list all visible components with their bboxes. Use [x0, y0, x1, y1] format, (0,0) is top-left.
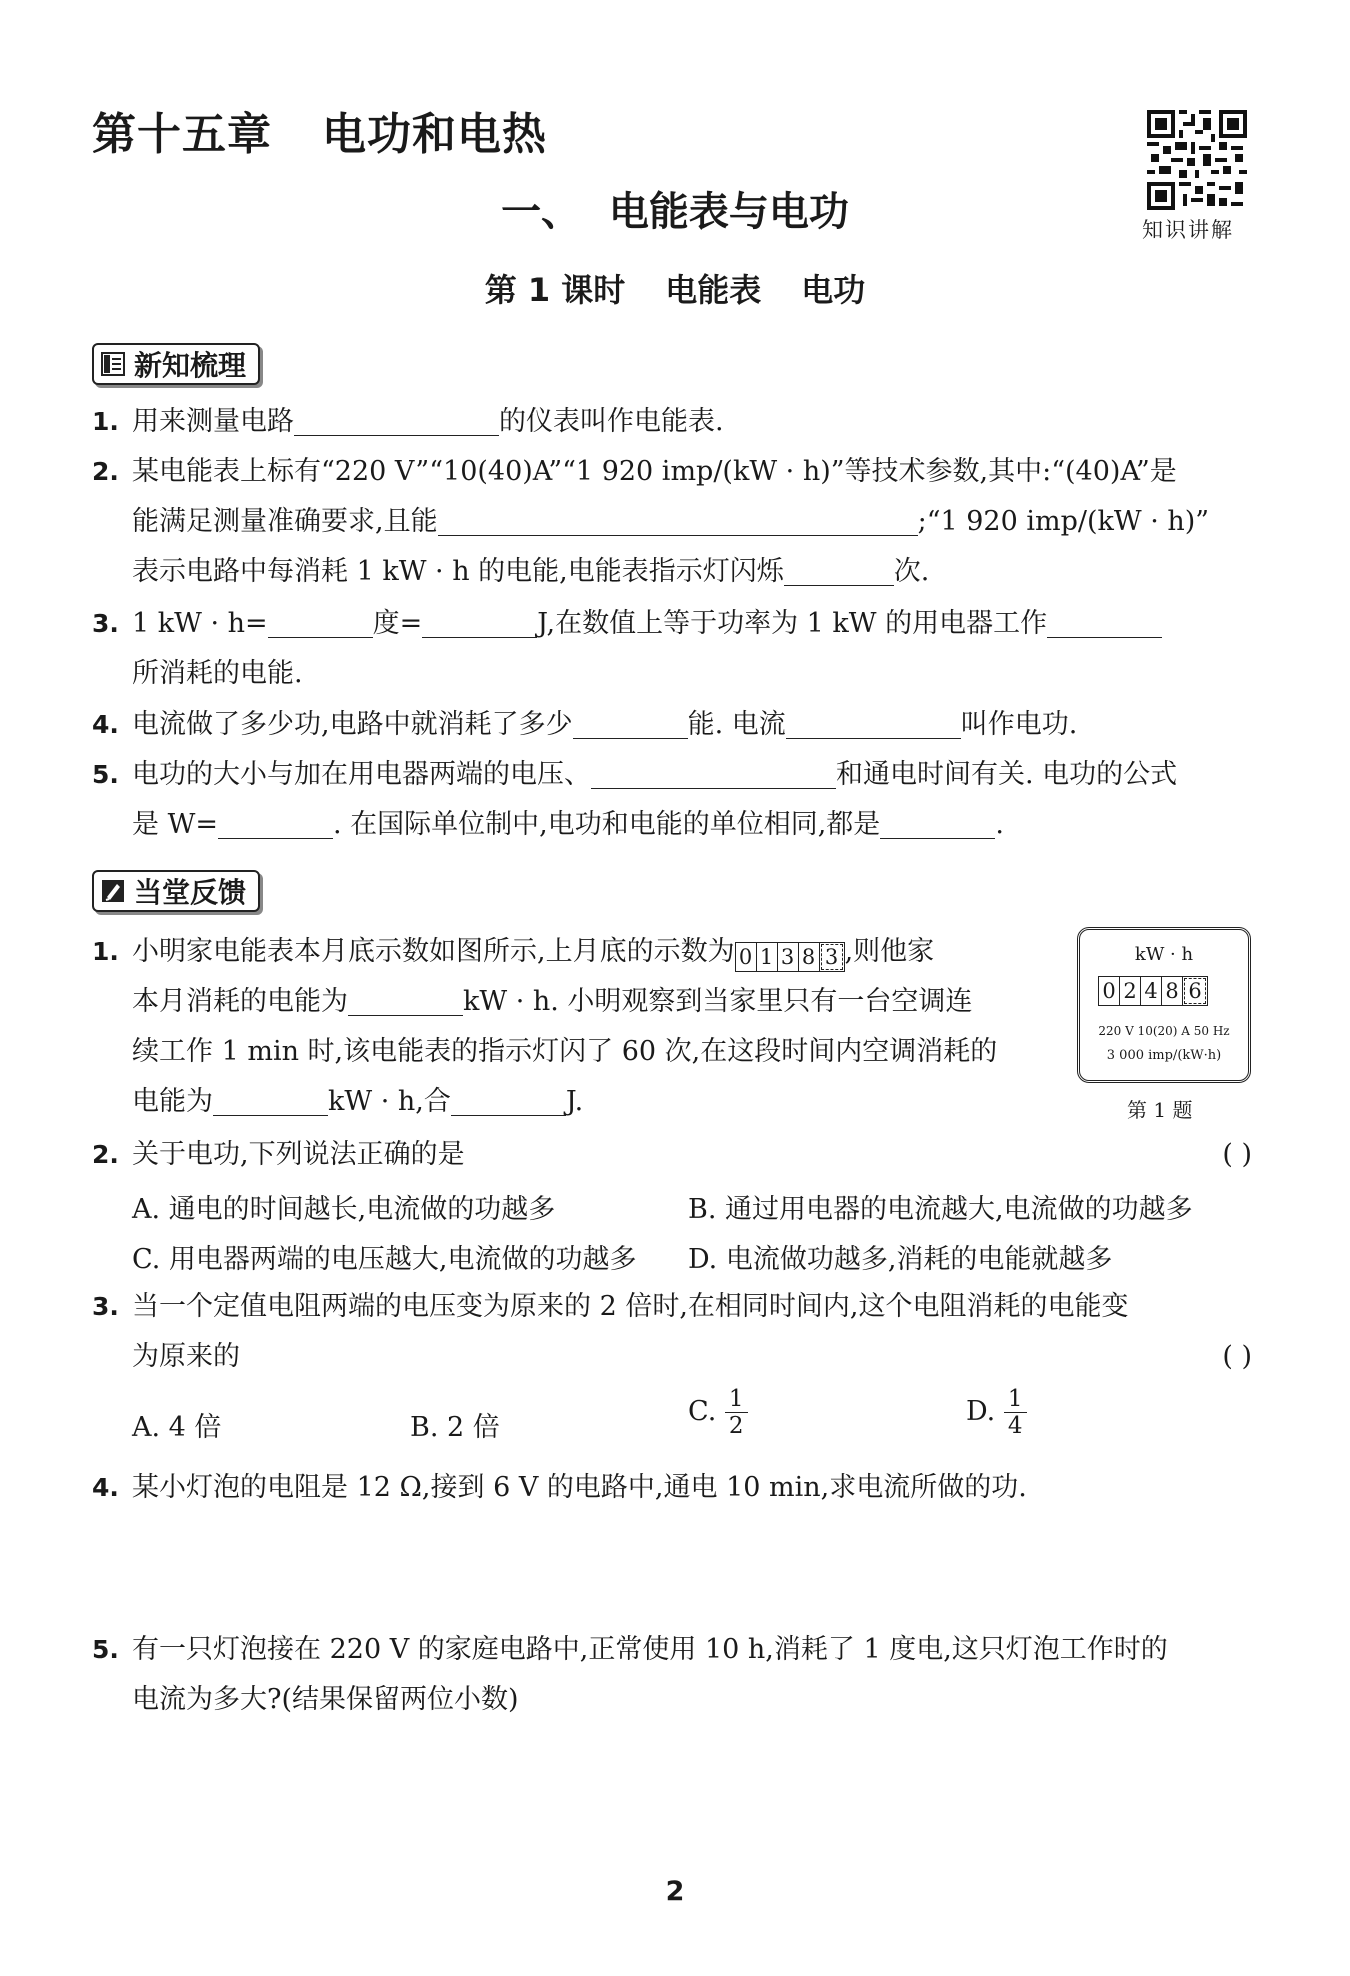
question-stem: 当一个定值电阻两端的电压变为原来的 2 倍时,在相同时间内,这个电阻消耗的电能变 [132, 1291, 1129, 1322]
option-b[interactable]: B. 2 倍 [410, 1412, 500, 1443]
item-number: 3. [92, 609, 119, 638]
feedback-question-5 [92, 1625, 1252, 1725]
text: . [995, 809, 1004, 840]
electric-meter-figure [1077, 927, 1251, 1083]
answer-blank[interactable] [218, 806, 333, 839]
figure-caption: 第 1 题 [1127, 1098, 1193, 1122]
section-tag-class-feedback [92, 870, 260, 912]
question-number: 2. [92, 1140, 119, 1169]
fraction [1004, 1386, 1027, 1439]
answer-blank[interactable] [1047, 605, 1162, 638]
chapter-name: 电功和电热 [322, 109, 547, 160]
digit: 2 [1120, 977, 1141, 1005]
digit: 3 [778, 943, 799, 971]
section-name: 电能表与电功 [608, 189, 849, 235]
knowledge-item-5 [92, 750, 1252, 850]
question-stem: 某小灯泡的电阻是 12 Ω,接到 6 V 的电路中,通电 10 min,求电流所做的功. [132, 1472, 1027, 1503]
item-number: 4. [92, 710, 119, 739]
page-number: 2 [665, 1876, 685, 1907]
option-d[interactable] [966, 1386, 1027, 1439]
question-number: 3. [92, 1292, 119, 1321]
option-letter: C. [688, 1396, 717, 1427]
knowledge-item-4 [92, 700, 1252, 750]
text: 是 W= [132, 809, 218, 840]
decimal-digit: 6 [1184, 978, 1206, 1004]
meter-reading [1098, 976, 1208, 1006]
numerator: 1 [1004, 1386, 1027, 1413]
text: 能满足测量准确要求,且能 [132, 506, 438, 537]
section-tag-label: 当堂反馈 [134, 876, 247, 909]
knowledge-item-3 [92, 599, 1252, 699]
fraction [725, 1386, 748, 1439]
text: kW · h,合 [328, 1086, 451, 1117]
meter-unit: kW · h [1134, 944, 1194, 965]
pencil-note-icon [100, 878, 126, 904]
feedback-question-1 [92, 927, 1067, 1127]
text: . 在国际单位制中,电功和电能的单位相同,都是 [332, 809, 881, 840]
chapter-title [92, 98, 547, 162]
question-number: 4. [92, 1473, 119, 1502]
item-number: 2. [92, 457, 119, 486]
section-tag-new-knowledge [92, 343, 260, 385]
last-month-reading [735, 942, 845, 972]
text: 本月消耗的电能为 [132, 986, 348, 1017]
knowledge-item-2 [92, 447, 1252, 597]
text: 能. 电流 [687, 709, 786, 740]
question-stem: 为原来的 [132, 1341, 240, 1372]
digit: 8 [1162, 977, 1183, 1005]
answer-bracket[interactable]: ( ) [1222, 1139, 1252, 1170]
digit: 4 [1141, 977, 1162, 1005]
answer-blank[interactable] [451, 1083, 566, 1116]
feedback-question-4 [92, 1463, 1252, 1513]
answer-blank[interactable] [573, 706, 688, 739]
option-c[interactable] [688, 1386, 748, 1439]
answer-blank[interactable] [268, 605, 373, 638]
option-b[interactable]: B. 通过用电器的电流越大,电流做的功越多 [688, 1194, 1193, 1225]
feedback-question-3 [92, 1282, 1252, 1382]
text: 所消耗的电能. [132, 658, 303, 689]
numerator: 1 [725, 1386, 748, 1413]
feedback-question-2 [92, 1130, 1252, 1180]
lesson-topic-2: 电功 [801, 271, 866, 309]
answer-blank[interactable] [294, 403, 499, 436]
text: 叫作电功. [960, 709, 1078, 740]
knowledge-item-1 [92, 397, 1252, 447]
lesson-topic-1: 电能表 [665, 271, 762, 309]
text: 用来测量电路 [132, 406, 294, 437]
item-number: 1. [92, 407, 119, 436]
answer-blank[interactable] [786, 706, 961, 739]
denominator: 4 [1007, 1413, 1023, 1439]
option-a[interactable]: A. 通电的时间越长,电流做的功越多 [132, 1194, 556, 1225]
lesson-title [0, 265, 1350, 311]
text: ;“1 920 imp/(kW · h)” [917, 506, 1210, 537]
text: J,在数值上等于功率为 1 kW 的用电器工作 [537, 608, 1048, 639]
answer-blank[interactable] [213, 1083, 328, 1116]
answer-blank[interactable] [348, 983, 463, 1016]
text: 次. [893, 556, 930, 587]
lesson-number: 第 1 课时 [484, 271, 626, 309]
text: 小明家电能表本月底示数如图所示,上月底的示数为 [132, 936, 735, 967]
answer-blank[interactable] [591, 756, 836, 789]
answer-blank[interactable] [880, 806, 995, 839]
text: kW · h. 小明观察到当家里只有一台空调连 [463, 986, 973, 1017]
question-number: 1. [92, 937, 119, 966]
text: 度= [372, 608, 423, 639]
question-stem: 有一只灯泡接在 220 V 的家庭电路中,正常使用 10 h,消耗了 1 度电,这只灯泡工作时的 [132, 1634, 1168, 1665]
qr-code-icon[interactable] [1147, 110, 1247, 210]
answer-bracket[interactable]: ( ) [1222, 1341, 1252, 1372]
answer-blank[interactable] [422, 605, 537, 638]
text: J. [565, 1086, 584, 1117]
text: 1 kW · h= [132, 608, 268, 639]
section-tag-label: 新知梳理 [134, 349, 247, 382]
option-a[interactable]: A. 4 倍 [132, 1412, 222, 1443]
text: 表示电路中每消耗 1 kW · h 的电能,电能表指示灯闪烁 [132, 556, 784, 587]
digit: 8 [799, 943, 820, 971]
decimal-digit: 3 [821, 944, 843, 970]
answer-blank[interactable] [784, 553, 894, 586]
text: 的仪表叫作电能表. [499, 406, 724, 437]
digit: 1 [757, 943, 778, 971]
question-number: 5. [92, 1635, 119, 1664]
text: 电流做了多少功,电路中就消耗了多少 [132, 709, 573, 740]
option-letter: D. [966, 1396, 996, 1427]
answer-blank[interactable] [438, 503, 918, 536]
text: ,则他家 [844, 936, 935, 967]
option-c[interactable]: C. 用电器两端的电压越大,电流做的功越多 [132, 1244, 637, 1275]
section-number: 一、 [501, 189, 582, 235]
meter-constant: 3 000 imp/(kW·h) [1106, 1048, 1222, 1063]
question-stem: 关于电功,下列说法正确的是 [132, 1139, 465, 1170]
denominator: 2 [728, 1413, 744, 1439]
question-stem: 电流为多大?(结果保留两位小数) [132, 1684, 519, 1715]
option-d[interactable]: D. 电流做功越多,消耗的电能就越多 [688, 1244, 1113, 1275]
digit: 0 [1099, 977, 1120, 1005]
text: 电能为 [132, 1086, 213, 1117]
notebook-icon [100, 351, 126, 377]
chapter-number: 第十五章 [92, 109, 272, 160]
digit: 0 [736, 943, 757, 971]
text: 续工作 1 min 时,该电能表的指示灯闪了 60 次,在这段时间内空调消耗的 [132, 1036, 998, 1067]
text: 某电能表上标有“220 V”“10(40)A”“1 920 imp/(kW · h)”等技术参数,其中:“(40)A”是 [132, 456, 1177, 487]
qr-caption: 知识讲解 [1142, 218, 1234, 242]
meter-spec: 220 V 10(20) A 50 Hz [1098, 1024, 1230, 1038]
item-number: 5. [92, 760, 119, 789]
text: 和通电时间有关. 电功的公式 [836, 759, 1178, 790]
text: 电功的大小与加在用电器两端的电压、 [132, 759, 591, 790]
